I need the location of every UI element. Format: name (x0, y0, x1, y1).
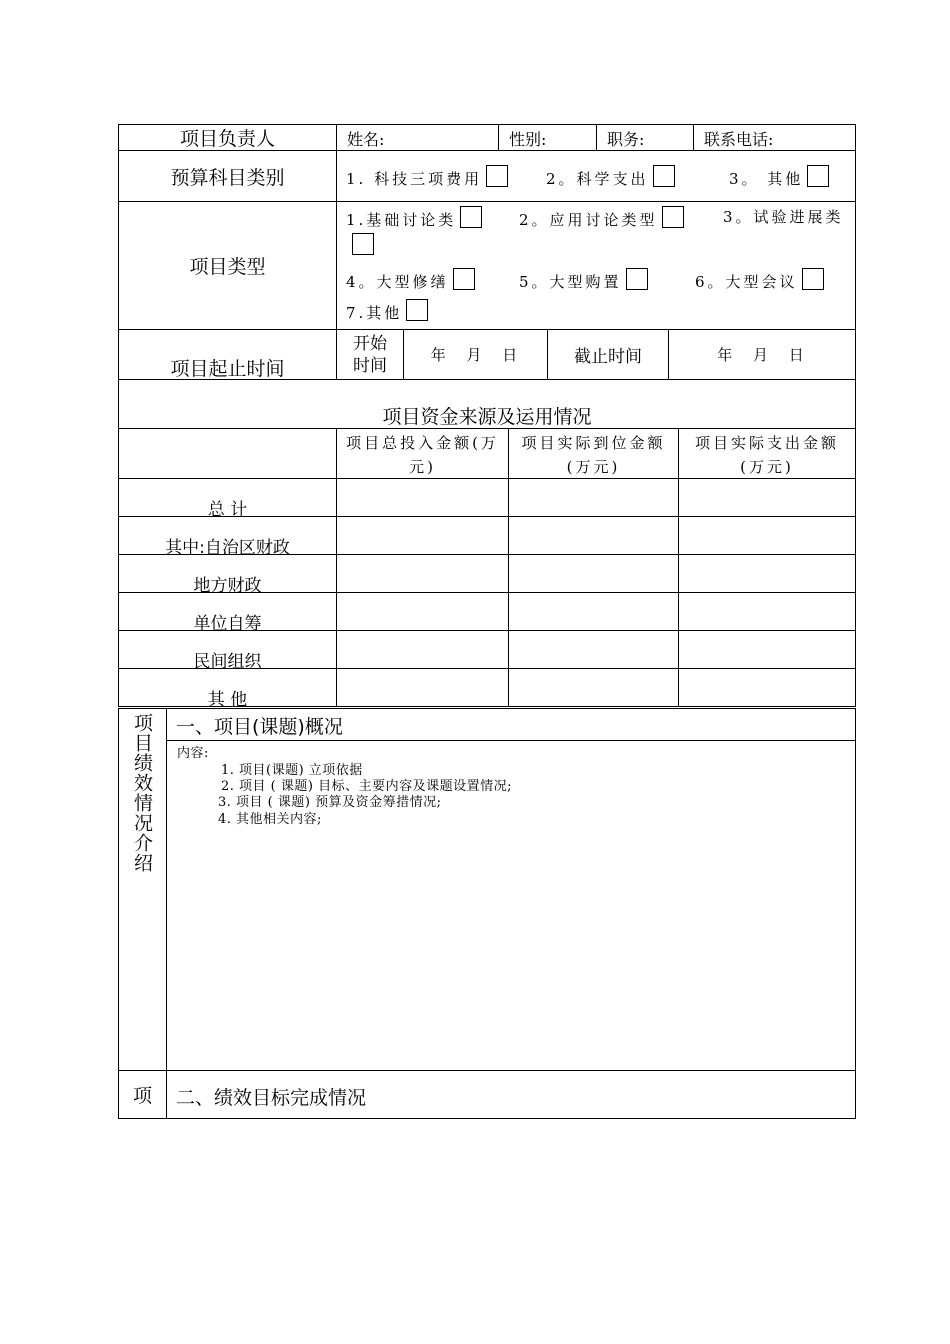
type-option-4-label: 4。大型修缮 (346, 273, 449, 291)
type-option-2-checkbox[interactable] (662, 206, 684, 228)
section1-title: 一、项目(课题)概况 (176, 716, 343, 738)
budget-option-3[interactable] (729, 165, 829, 189)
start-date-cell[interactable] (403, 329, 548, 380)
type-option-2[interactable] (519, 206, 684, 230)
funds-row-label-cell (118, 554, 337, 596)
type-option-1[interactable] (346, 206, 482, 230)
content-item-4: 4. 其他相关内容; (218, 812, 322, 827)
funds-amount-cell[interactable] (508, 630, 679, 669)
funds-col-header-3-text: 项目实际支出金额(万元) (694, 434, 839, 476)
performance-side-cell (118, 708, 167, 1071)
budget-option-3-label: 3。 其他 (729, 170, 804, 188)
funds-amount-cell[interactable] (508, 554, 679, 593)
type-label-cell (118, 201, 337, 330)
type-option-6[interactable] (695, 268, 824, 292)
type-option-4[interactable] (346, 268, 475, 292)
gender-cell[interactable] (498, 124, 597, 151)
type-label: 项目类型 (189, 256, 266, 278)
name-cell[interactable] (336, 124, 499, 151)
performance-side-label: 项目绩效情况介绍 (131, 713, 153, 873)
funds-amount-cell[interactable] (678, 516, 856, 555)
funds-row-label: 其中:自治区财政 (165, 538, 290, 558)
funds-row-label-cell (118, 630, 337, 672)
type-option-7-label: 7.其他 (346, 304, 403, 322)
funds-amount-cell[interactable] (336, 554, 509, 593)
funds-row-label: 民间组织 (193, 652, 262, 672)
time-label-text: 项目起止时间 (170, 358, 285, 380)
section2-title-cell (166, 1070, 856, 1119)
funds-amount-cell[interactable] (678, 554, 856, 593)
section2-side-label: 项 (132, 1085, 152, 1107)
type-option-5[interactable] (519, 268, 648, 292)
position-label: 职务: (607, 130, 645, 149)
budget-option-1-label: 1. 科技三项费用 (346, 170, 483, 188)
phone-label: 联系电话: (704, 130, 774, 149)
funds-amount-cell[interactable] (336, 630, 509, 669)
budget-option-2[interactable] (546, 165, 675, 189)
gender-label: 性别: (509, 130, 547, 149)
funds-amount-cell[interactable] (508, 592, 679, 631)
funds-row-label: 总 计 (207, 500, 248, 520)
funds-col-header-3 (678, 428, 856, 479)
content-item-1: 1. 项目(课题) 立项依据 (221, 763, 363, 778)
funds-row-label-cell (118, 478, 337, 520)
budget-label-cell (118, 150, 337, 202)
funds-row-label: 其 他 (207, 690, 248, 710)
funds-row-label-cell (118, 668, 337, 710)
budget-option-2-checkbox[interactable] (653, 165, 675, 187)
budget-option-3-checkbox[interactable] (807, 165, 829, 187)
type-option-5-checkbox[interactable] (626, 268, 648, 290)
funds-amount-cell[interactable] (508, 516, 679, 555)
leader-label: 项目负责人 (179, 128, 275, 150)
funds-title-cell (118, 379, 856, 429)
time-label-cell (118, 329, 337, 380)
type-option-7[interactable] (346, 299, 428, 323)
content-item-2: 2. 项目 ( 课题) 目标、主要内容及课题设置情况; (221, 779, 512, 794)
type-option-7-checkbox[interactable] (406, 299, 428, 321)
content-item-3: 3. 项目 ( 课题) 预算及资金筹措情况; (218, 795, 442, 810)
funds-header-blank (118, 428, 337, 479)
funds-amount-cell[interactable] (336, 516, 509, 555)
funds-amount-cell[interactable] (678, 478, 856, 517)
position-cell[interactable] (596, 124, 694, 151)
funds-row-label-cell (118, 516, 337, 558)
type-options-cell (336, 201, 856, 330)
funds-title: 项目资金来源及运用情况 (382, 406, 592, 428)
budget-option-2-label: 2。科学支出 (546, 170, 649, 188)
funds-amount-cell[interactable] (508, 478, 679, 517)
budget-option-1[interactable] (346, 165, 508, 189)
funds-amount-cell[interactable] (336, 592, 509, 631)
type-option-6-label: 6。大型会议 (695, 273, 798, 291)
funds-amount-cell[interactable] (336, 668, 509, 707)
funds-col-header-2-text: 项目实际到位金额(万元) (521, 434, 666, 476)
type-option-2-label: 2。应用讨论类型 (519, 211, 658, 229)
type-option-1-checkbox[interactable] (460, 206, 482, 228)
end-label-cell (547, 329, 669, 380)
start-date: 年 月 日 (430, 346, 521, 364)
type-option-1-label: 1.基础讨论类 (346, 211, 457, 229)
section1-content-cell[interactable] (166, 740, 856, 1071)
start-label-cell (336, 329, 404, 380)
type-option-3-label: 3。试验进展类 (723, 208, 844, 226)
funds-col-header-1 (336, 428, 509, 479)
funds-row-label-cell (118, 592, 337, 634)
budget-option-1-checkbox[interactable] (486, 165, 508, 187)
content-label: 内容: (177, 746, 209, 761)
budget-label: 预算科目类别 (170, 166, 285, 189)
phone-cell[interactable] (693, 124, 856, 151)
funds-amount-cell[interactable] (336, 478, 509, 517)
end-label: 截止时间 (574, 347, 642, 367)
type-option-5-label: 5。大型购置 (519, 273, 622, 291)
type-option-6-checkbox[interactable] (802, 268, 824, 290)
end-date: 年 月 日 (717, 346, 807, 364)
funds-amount-cell[interactable] (508, 668, 679, 707)
funds-row-label: 单位自筹 (193, 614, 262, 634)
funds-amount-cell[interactable] (678, 592, 856, 631)
leader-label-cell (118, 124, 337, 151)
section2-title: 二、绩效目标完成情况 (176, 1087, 367, 1109)
type-option-3-checkbox[interactable] (352, 233, 374, 255)
funds-amount-cell[interactable] (678, 630, 856, 669)
funds-amount-cell[interactable] (678, 668, 856, 707)
name-label: 姓名: (347, 130, 385, 149)
type-option-4-checkbox[interactable] (453, 268, 475, 290)
type-option-3[interactable] (723, 206, 844, 227)
section1-title-cell (166, 708, 856, 741)
budget-options-cell (336, 150, 856, 202)
funds-row-label: 地方财政 (193, 576, 262, 596)
funds-col-header-1-text: 项目总投入金额(万元) (346, 434, 499, 476)
end-date-cell[interactable] (668, 329, 856, 380)
start-label: 开始时间 (353, 333, 387, 376)
section2-side-cell (118, 1070, 167, 1119)
funds-col-header-2 (508, 428, 679, 479)
